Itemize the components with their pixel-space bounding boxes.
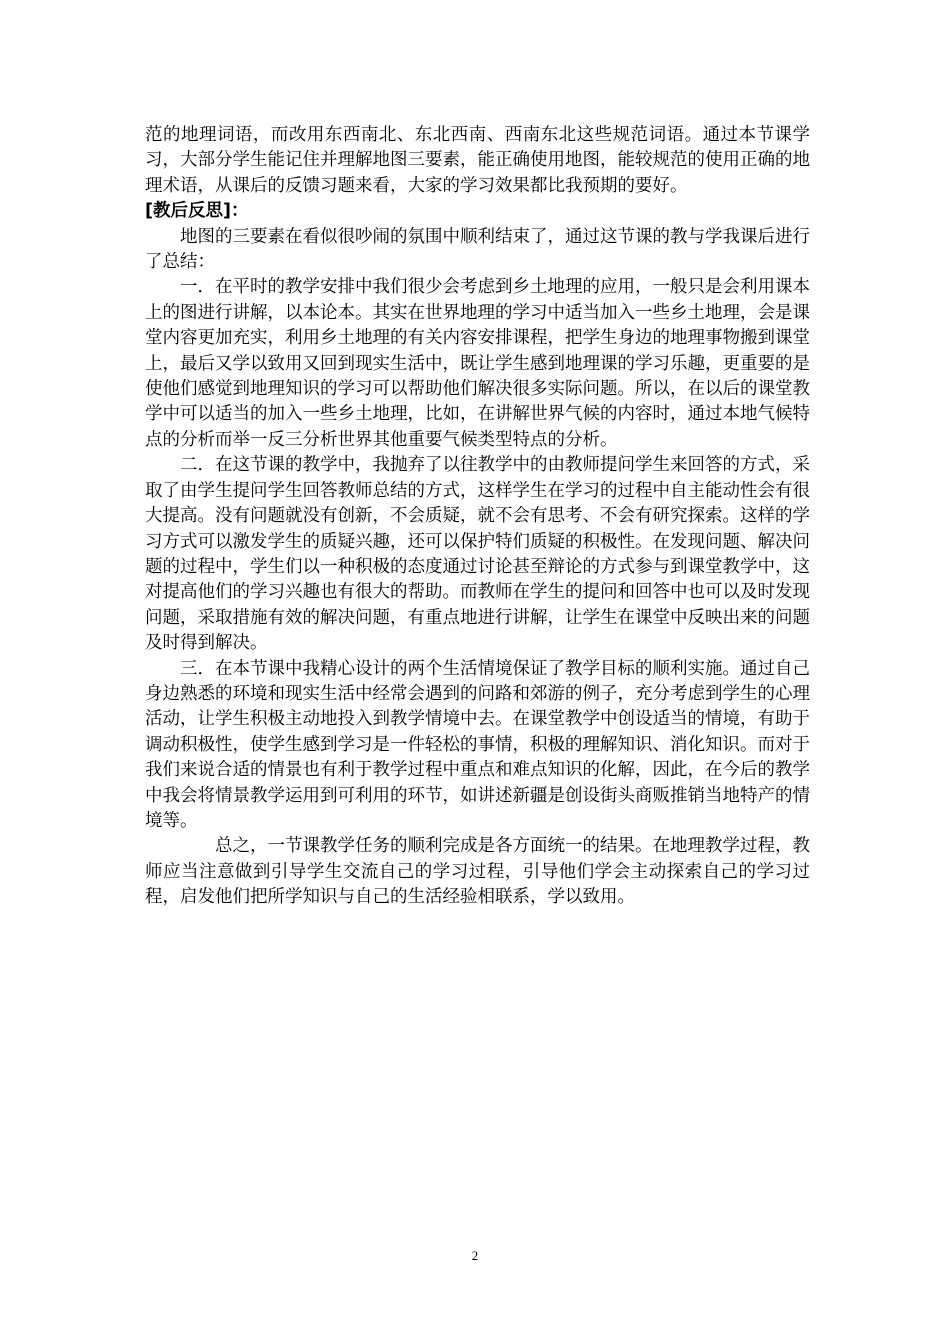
page-number: 2 — [471, 1248, 479, 1263]
paragraph-overview: 地图的三要素在看似很吵闹的氛围中顺利结束了，通过这节课的教与学我课后进行了总结： — [145, 226, 810, 273]
document-body — [145, 123, 810, 911]
paragraph-point-two: 二．在这节课的教学中，我抛弃了以往教学中的由教师提问学生来回答的方式，采取了由学生提问学生回答教师总结的方式，这样学生在学习的过程中自主能动性会有很大提高。没有问题就没有创新，不会质疑，就不会有思考、不会有研究探索。这样的学习方式可以激发学生的质疑兴趣，还可以保护特们质疑的积极性。在发现问题、解决问题的过程中，学生们以一种积极的态度通过讨论甚至辩论的方式参与到课堂教学中，这对提高他们的学习兴趣也有很大的帮助。而教师在学生的提问和回答中也可以及时发现问题，采取措施有效的解决问题，有重点地进行讲解，让学生在课堂中反映出来的问题及时得到解决。 — [145, 455, 810, 654]
intro-paragraph: 范的地理词语，而改用东西南北、东北西南、西南东北这些规范词语。通过本节课学习，大部分学生能记住并理解地图三要素，能正确使用地图，能较规范的使用正确的地理术语，从课后的反馈习题来看，大家的学习效果都比我预期的要好。 — [145, 125, 810, 196]
paragraph-point-one: 一．在平时的教学安排中我们很少会考虑到乡土地理的应用，一般只是会利用课本上的图进行讲解，以本论本。其实在世界地理的学习中适当加入一些乡土地理，会是课堂内容更加充实，利用乡土地理的有关内容安排课程，把学生身边的地理事物搬到课堂上，最后又学以致用又回到现实生活中，既让学生感到地理课的学习乐趣，更重要的是使他们感觉到地理知识的学习可以帮助他们解决很多实际问题。所以，在以后的课堂教学中可以适当的加入一些乡土地理，比如，在讲解世界气候的内容时，通过本地气候特点的分析而举一反三分析世界其他重要气候类型特点的分析。 — [145, 277, 810, 450]
paragraph-conclusion: 总之，一节课教学任务的顺利完成是各方面统一的结果。在地理教学过程，教师应当注意做到引导学生交流自己的学习过程，引导他们学会主动探索自己的学习过程，启发他们把所学知识与自己的生活经验相联系，学以致用。 — [145, 836, 810, 908]
paragraph-point-three: 三．在本节课中我精心设计的两个生活情境保证了教学目标的顺利实施。通过自己身边熟悉的环境和现实生活中经常会遇到的问路和郊游的例子，充分考虑到学生的心理活动，让学生积极主动地投入到教学情境中去。在课堂教学中创设适当的情境，有助于调动积极性，使学生感到学习是一件轻松的事情，积极的理解知识、消化知识。而对于我们来说合适的情景也有利于教学过程中重点和难点知识的化解，因此，在今后的教学中我会将情景教学运用到可利用的环节，如讲述新疆是创设街头商贩推销当地特产的情境等。 — [145, 658, 810, 831]
section-heading-reflection: [教后反思]： — [145, 201, 249, 222]
